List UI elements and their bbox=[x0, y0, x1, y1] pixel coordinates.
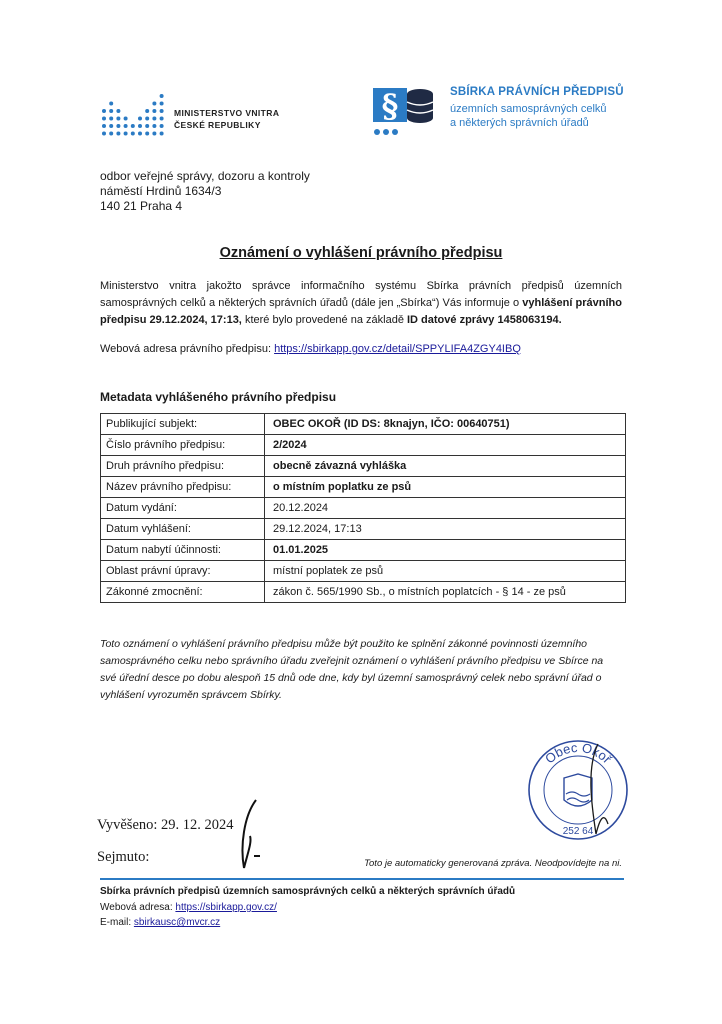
sender-address bbox=[100, 169, 310, 214]
metadata-value: o místním poplatku ze psů bbox=[265, 477, 626, 498]
footer-email-link[interactable]: sbirkausc@mvcr.cz bbox=[133, 917, 221, 928]
metadata-value: 01.01.2025 bbox=[265, 540, 626, 561]
footer-web-link[interactable]: https://sbirkapp.gov.cz/ bbox=[175, 902, 277, 913]
footer-email-label: E-mail: bbox=[100, 917, 132, 928]
footer-web bbox=[100, 902, 277, 913]
metadata-row bbox=[101, 540, 626, 561]
metadata-value: 2/2024 bbox=[265, 435, 626, 456]
metadata-row bbox=[101, 477, 626, 498]
metadata-row bbox=[101, 561, 626, 582]
metadata-key: Datum vydání: bbox=[101, 498, 265, 519]
address-line2: náměstí Hrdinů 1634/3 bbox=[100, 184, 222, 198]
usage-note: Toto oznámení o vyhlášení právního předpisu může být použito ke splnění zákonné povinnosti územního samosprávného celku nebo správního úřadu zveřejnit oznámení o vyhlášení právního předpisu ve Sbírce na své úřední desce po dobu alespoň 15 dnů ode dne, kdy byl územní samosprávný celek nebo správní úřad o vyhlášení vyrozuměn správcem Sbírky. bbox=[100, 638, 604, 701]
collection-subtitle bbox=[450, 102, 607, 130]
ministry-name-line2: ČESKÉ REPUBLIKY bbox=[174, 120, 261, 130]
web-address-label: Webová adresa právního předpisu: bbox=[100, 343, 272, 355]
footer-divider bbox=[100, 878, 624, 880]
metadata-value: 20.12.2024 bbox=[265, 498, 626, 519]
intro-text-1: Ministerstvo vnitra jakožto správce informačního systému Sbírka právních předpisů územních samosprávných celků a některých správních úřadů (dále jen „Sbírka“) Vás informuje o bbox=[100, 280, 622, 309]
svg-text:§: § bbox=[381, 87, 399, 125]
metadata-key: Datum vyhlášení: bbox=[101, 519, 265, 540]
removed-date: Sejmuto: bbox=[97, 849, 150, 865]
metadata-key: Publikující subjekt: bbox=[101, 414, 265, 435]
svg-text:Obec Okoř bbox=[542, 740, 615, 767]
metadata-row bbox=[101, 456, 626, 477]
metadata-key: Číslo právního předpisu: bbox=[101, 435, 265, 456]
collection-title: SBÍRKA PRÁVNÍCH PŘEDPISŮ bbox=[450, 86, 624, 98]
metadata-row bbox=[101, 519, 626, 540]
metadata-row bbox=[101, 414, 626, 435]
document-title: Oznámení o vyhlášení právního předpisu bbox=[219, 245, 503, 261]
footer-web-label: Webová adresa: bbox=[100, 902, 173, 913]
footer-email bbox=[100, 917, 220, 928]
intro-text-2: které bylo provedené na základě bbox=[244, 314, 404, 326]
stamp-postal-code: 252 64 bbox=[562, 826, 594, 837]
collection-subtitle-line1: územních samosprávných celků bbox=[450, 103, 607, 115]
metadata-key: Název právního předpisu: bbox=[101, 477, 265, 498]
intro-message-id: ID datové zprávy 1458063194. bbox=[407, 314, 562, 326]
metadata-value: OBEC OKOŘ (ID DS: 8knajyn, IČO: 00640751) bbox=[265, 414, 626, 435]
address-line1: odbor veřejné správy, dozoru a kontroly bbox=[100, 169, 310, 183]
posted-date: Vyvěšeno: 29. 12. 2024 bbox=[97, 817, 234, 833]
collection-subtitle-line2: a některých správních úřadů bbox=[450, 117, 589, 129]
ministry-name-line1: MINISTERSTVO VNITRA bbox=[174, 108, 280, 118]
ministry-logo-icon bbox=[100, 90, 166, 138]
metadata-heading: Metadata vyhlášeného právního předpisu bbox=[100, 390, 337, 404]
ministry-name bbox=[174, 107, 279, 131]
metadata-key: Zákonné zmocnění: bbox=[101, 582, 265, 603]
metadata-row bbox=[101, 498, 626, 519]
metadata-value: zákon č. 565/1990 Sb., o místních poplatcích - § 14 - ze psů bbox=[265, 582, 626, 603]
stamp-text: Obec Okoř bbox=[542, 739, 615, 767]
regulation-url-link[interactable]: https://sbirkapp.gov.cz/detail/SPPYLIFA4ZGY4IBQ bbox=[274, 343, 521, 355]
municipal-stamp bbox=[526, 738, 630, 842]
metadata-key: Druh právního předpisu: bbox=[101, 456, 265, 477]
metadata-key: Oblast právní úpravy: bbox=[101, 561, 265, 582]
handwritten-signature-icon bbox=[226, 796, 276, 876]
collection-logo-icon bbox=[372, 86, 438, 138]
intro-paragraph bbox=[100, 278, 622, 329]
intro-announcement-date: vyhlášení právního předpisu 29.12.2024, 17:13, bbox=[100, 297, 622, 326]
metadata-row bbox=[101, 435, 626, 456]
metadata-value: obecně závazná vyhláška bbox=[265, 456, 626, 477]
metadata-value: 29.12.2024, 17:13 bbox=[265, 519, 626, 540]
footer-title: Sbírka právních předpisů územních samosprávných celků a některých správních úřadů bbox=[100, 886, 516, 897]
regulation-web-address bbox=[100, 343, 521, 355]
automatic-message-note: Toto je automaticky generovaná zpráva. Neodpovídejte na ni. bbox=[364, 858, 622, 869]
metadata-value: místní poplatek ze psů bbox=[265, 561, 626, 582]
metadata-row bbox=[101, 582, 626, 603]
metadata-key: Datum nabytí účinnosti: bbox=[101, 540, 265, 561]
address-line3: 140 21 Praha 4 bbox=[100, 199, 183, 213]
metadata-table bbox=[100, 413, 626, 603]
